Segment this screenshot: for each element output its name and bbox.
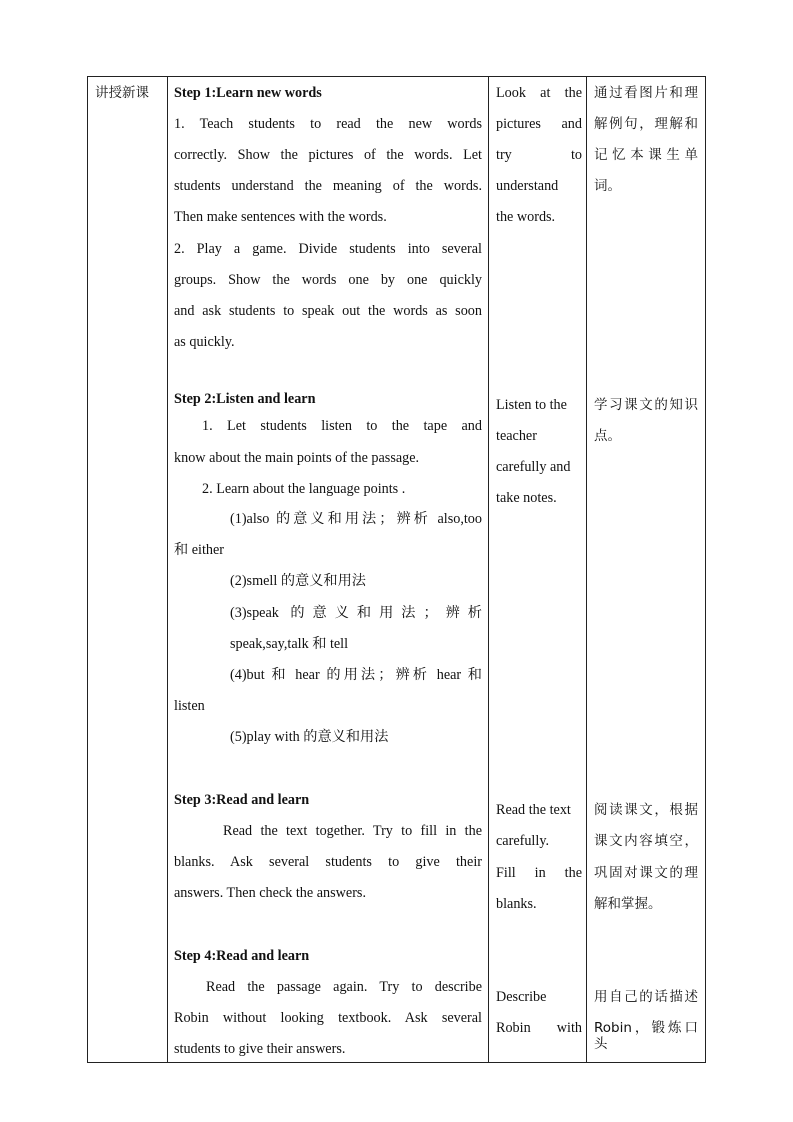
student-line: teacher	[496, 428, 537, 444]
step-text-line: and ask students to speak out the words as soon	[174, 303, 482, 319]
intent-line: 学习课文的知识	[594, 397, 698, 413]
intent-line: 阅读课文，根据	[594, 802, 698, 818]
step-text-line: Robin without looking textbook. Ask several	[174, 1010, 482, 1026]
intent-line: 巩固对课文的理	[594, 865, 698, 881]
design-intent-cell	[587, 77, 705, 1062]
step-text-line: 和 either	[174, 542, 225, 558]
step-text-line: students understand the meaning of the words.	[174, 178, 482, 194]
step-text-line: as quickly.	[174, 334, 235, 350]
student-line: Fill in the	[496, 865, 582, 881]
intent-line: 解例句，理解和	[594, 116, 698, 132]
intent-line: 点。	[594, 428, 621, 444]
step-text-line: correctly. Show the pictures of the words. Let	[174, 147, 482, 163]
student-line: try to	[496, 147, 582, 163]
step-text-line: speak,say,talk 和 tell	[230, 636, 349, 652]
step-text-line: answers. Then check the answers.	[174, 885, 366, 901]
step-text-line: students to give their answers.	[174, 1041, 346, 1057]
step-text-line: 1. Teach students to read the new words	[174, 116, 482, 132]
step-text-line: know about the main points of the passage.	[174, 450, 420, 466]
student-line: Listen to the	[496, 397, 567, 413]
student-line: understand	[496, 178, 559, 194]
intent-line: 记忆本课生单	[594, 147, 698, 163]
step-text-line: (2)smell 的意义和用法	[230, 573, 366, 589]
step-text-line: Then make sentences with the words.	[174, 209, 387, 225]
step-title: Step 2:Listen and learn	[174, 391, 316, 407]
step-text-line: listen	[174, 698, 205, 714]
lesson-plan-table	[87, 76, 706, 1063]
student-line: Robin with	[496, 1020, 582, 1036]
student-line: Describe	[496, 989, 547, 1005]
intent-line: 词。	[594, 178, 621, 194]
stage-cell	[88, 77, 167, 1062]
step-title: Step 3:Read and learn	[174, 792, 310, 808]
teacher-activity-cell	[168, 77, 488, 1062]
step-text-line: (1)also 的意义和用法；辨析 also,too	[230, 511, 482, 527]
student-line: take notes.	[496, 490, 557, 506]
student-line: carefully.	[496, 833, 550, 849]
intent-line: 通过看图片和理	[594, 85, 698, 101]
intent-line: 课文内容填空，	[594, 833, 698, 849]
step-text-line: Read the text together. Try to fill in the	[223, 823, 482, 839]
step-title: Step 4:Read and learn	[174, 948, 310, 964]
step-text-line: 2. Learn about the language points .	[202, 481, 406, 497]
student-line: Read the text	[496, 802, 571, 818]
student-line: the words.	[496, 209, 556, 225]
step-text-line: 2. Play a game. Divide students into several	[174, 241, 482, 257]
stage-label: 讲授新课	[95, 85, 149, 101]
step-text-line: (4)but 和 hear 的用法；辨析 hear 和	[230, 667, 482, 683]
intent-line: Robin，锻炼口头	[594, 1020, 698, 1052]
intent-line: 解和掌握。	[594, 896, 662, 912]
step-text-line: (3)speak 的意义和用法；辨析	[230, 605, 482, 621]
step-text-line: Read the passage again. Try to describe	[206, 979, 482, 995]
step-text-line: groups. Show the words one by one quickly	[174, 272, 482, 288]
student-line: pictures and	[496, 116, 582, 132]
student-line: Look at the	[496, 85, 582, 101]
step-title: Step 1:Learn new words	[174, 85, 322, 101]
step-text-line: blanks. Ask several students to give their	[174, 854, 482, 870]
step-text-line: (5)play with 的意义和用法	[230, 729, 389, 745]
intent-line: 用自己的话描述	[594, 989, 698, 1005]
student-line: blanks.	[496, 896, 537, 912]
student-activity-cell	[489, 77, 586, 1062]
student-line: carefully and	[496, 459, 571, 475]
step-text-line: 1. Let students listen to the tape and	[202, 418, 482, 434]
